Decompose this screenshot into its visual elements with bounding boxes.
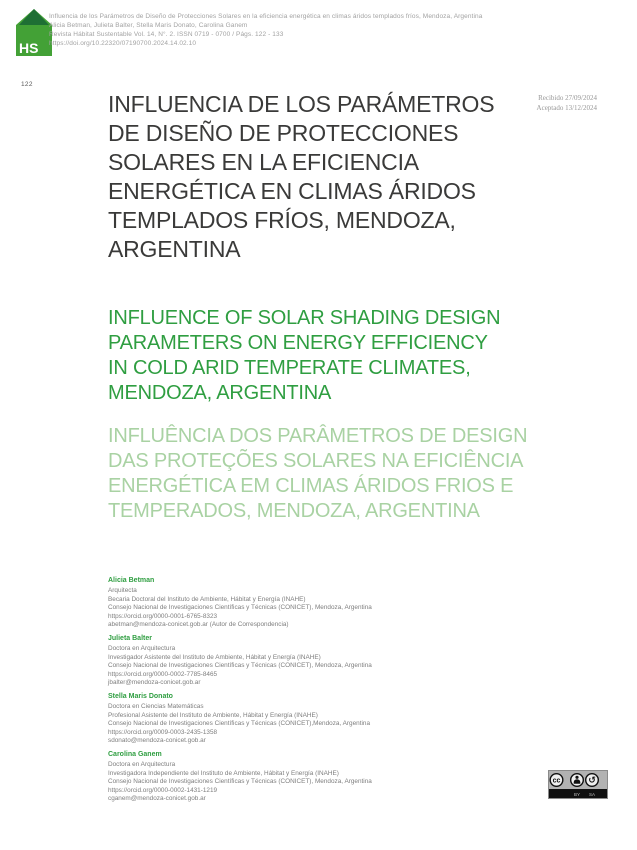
title-line: INFLUÊNCIA DOS PARÂMETROS DE DESIGN (108, 425, 528, 447)
share-alike-glyph: ↺ (588, 776, 596, 787)
author-name: Julieta Balter (108, 634, 152, 642)
author-block (108, 634, 438, 688)
dates-block (537, 93, 597, 113)
accepted-date: Aceptado 13/12/2024 (536, 104, 597, 112)
author-name: Stella Maris Donato (108, 692, 173, 700)
by-label: BY (573, 792, 581, 797)
title-line: IN COLD ARID TEMPERATE CLIMATES, (108, 357, 471, 379)
title-line: SOLARES EN LA EFICIENCIA (108, 149, 419, 175)
title-line: INFLUENCIA DE LOS PARÁMETROS (108, 91, 495, 117)
title-line: DE DISEÑO DE PROTECCIONES (108, 120, 459, 146)
author-affiliation: Consejo Nacional de Investigaciones Científicas y Técnicas (CONICET), Mendoza, Argentina (108, 778, 372, 786)
logo-text: HS (19, 40, 39, 56)
orcid-link[interactable]: https://orcid.org/0000-0001-6765-8323 (108, 612, 218, 620)
email-link[interactable]: jbalter@mendoza-conicet.gob.ar (108, 679, 201, 687)
author-block (108, 576, 438, 630)
title-line: DAS PROTEÇÕES SOLARES NA EFICIÊNCIA (108, 450, 524, 472)
email-link[interactable]: cganem@mendoza-conicet.gob.ar (108, 795, 206, 803)
cc-by-sa-badge[interactable] (548, 770, 608, 799)
title-line: ARGENTINA (108, 236, 241, 262)
orcid-link[interactable]: https://orcid.org/0000-0002-7785-8465 (108, 670, 218, 678)
title-english (108, 306, 500, 406)
orcid-link[interactable]: https://orcid.org/0009-0003-2435-1358 (108, 728, 218, 736)
author-block (108, 750, 438, 804)
author-name: Carolina Ganem (108, 750, 162, 758)
header-journal-line: Revista Hábitat Sustentable Vol. 14, N°. 2. ISSN 0719 - 0700 / Págs. 122 - 133 (49, 31, 284, 38)
title-spanish (108, 90, 494, 264)
header-meta (49, 12, 589, 48)
title-line: ENERGÉTICA EN CLIMAS ÁRIDOS (108, 178, 476, 204)
title-line: ENERGÉTICA EM CLIMAS ÁRIDOS FRIOS E (108, 475, 514, 497)
person-head (575, 776, 578, 779)
title-portuguese (108, 424, 527, 524)
title-line: TEMPERADOS, MENDOZA, ARGENTINA (108, 500, 480, 522)
hs-house-icon (16, 9, 52, 56)
authors-section (108, 576, 438, 808)
journal-logo (16, 9, 52, 56)
cc-by-sa-icon[interactable] (548, 770, 608, 799)
received-date: Recibido 27/09/2024 (538, 94, 597, 102)
author-degree: Doctora en Ciencias Matemáticas (108, 702, 204, 710)
title-line: INFLUENCE OF SOLAR SHADING DESIGN (108, 307, 501, 329)
sa-label: SA (588, 792, 596, 797)
header-authors-line: Alicia Betman, Julieta Balter, Stella Maris Donato, Carolina Ganem (49, 22, 248, 29)
author-position: Investigador Asistente del Instituto de Ambiente, Hábitat y Energía (INAHE) (108, 653, 321, 661)
author-affiliation: Consejo Nacional de Investigaciones Científicas y Técnicas (CONICET), Mendoza, Argentina (108, 662, 372, 670)
author-position: Profesional Asistente del Instituto de Ambiente, Hábitat y Energía (INAHE) (108, 711, 318, 719)
email-link[interactable]: abetman@mendoza-conicet.gob.ar (Autor de Correspondencia) (108, 621, 289, 629)
author-affiliation: Consejo Nacional de Investigaciones Científicas y Técnicas (CONICET), Mendoza, Argentina (108, 604, 372, 612)
author-degree: Doctora en Arquitectura (108, 644, 176, 652)
title-line: PARAMETERS ON ENERGY EFFICIENCY (108, 332, 488, 354)
title-line: MENDOZA, ARGENTINA (108, 382, 332, 404)
title-line: TEMPLADOS FRÍOS, MENDOZA, (108, 207, 456, 233)
cc-letters: cc (552, 777, 561, 785)
author-degree: Arquitecta (108, 587, 137, 594)
orcid-link[interactable]: https://orcid.org/0000-0002-1431-1219 (108, 786, 218, 794)
author-name: Alicia Betman (108, 577, 155, 584)
page-number: 122 (21, 81, 33, 88)
author-block (108, 692, 438, 746)
author-affiliation: Consejo Nacional de Investigaciones Científicas y Técnicas (CONICET),Mendoza, Argentina (108, 720, 371, 728)
author-position: Investigadora Independiente del Instituto de Ambiente, Hábitat y Energía (INAHE) (108, 769, 339, 777)
author-degree: Doctora en Arquitectura (108, 760, 176, 768)
header-article-title: Influencia de los Parámetros de Diseño de Protecciones Solares en la eficiencia energética en climas áridos templados fríos, Mendoza, Argentina (49, 13, 483, 20)
doi-link[interactable]: https://doi.org/10.22320/07190700.2024.14.02.10 (49, 40, 197, 47)
email-link[interactable]: sdonato@mendoza-conicet.gob.ar (108, 737, 206, 745)
logo-roof (19, 9, 49, 25)
author-position: Becaria Doctoral del Instituto de Ambiente, Hábitat y Energía (INAHE) (108, 595, 306, 603)
